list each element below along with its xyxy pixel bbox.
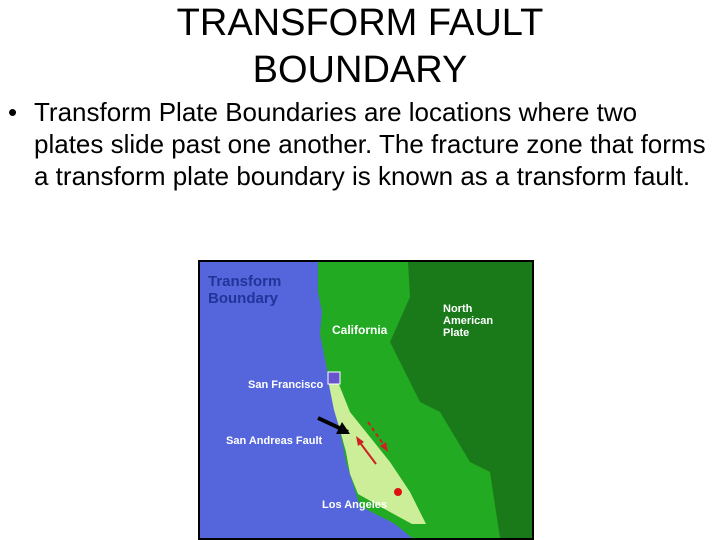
san-andreas-label: San Andreas Fault (226, 435, 323, 447)
san-francisco-marker (328, 372, 340, 384)
plate-label-line-2: American (443, 315, 494, 327)
los-angeles-label: Los Angeles (322, 499, 387, 511)
san-francisco-label: San Francisco (248, 379, 324, 391)
california-label: California (332, 323, 388, 337)
plate-label-line-1: North (443, 303, 473, 315)
map-heading-line-2: Boundary (208, 290, 279, 307)
title-line-1: TRANSFORM FAULT (176, 2, 544, 44)
transform-boundary-map (198, 260, 534, 540)
bullet-dot: • (8, 97, 18, 127)
title-line-2: BOUNDARY (252, 49, 468, 91)
bullet-text: Transform Plate Boundaries are locations where two plates slide past one another. The fracture zone that forms a transform plate boundary is known as a transform fault. (34, 97, 706, 191)
plate-label-line-3: Plate (443, 327, 470, 339)
bullet-item (8, 96, 708, 192)
map-heading-line-1: Transform (208, 273, 282, 290)
slide-title (60, 0, 660, 94)
los-angeles-dot (394, 488, 402, 496)
map-graphic (200, 262, 532, 538)
